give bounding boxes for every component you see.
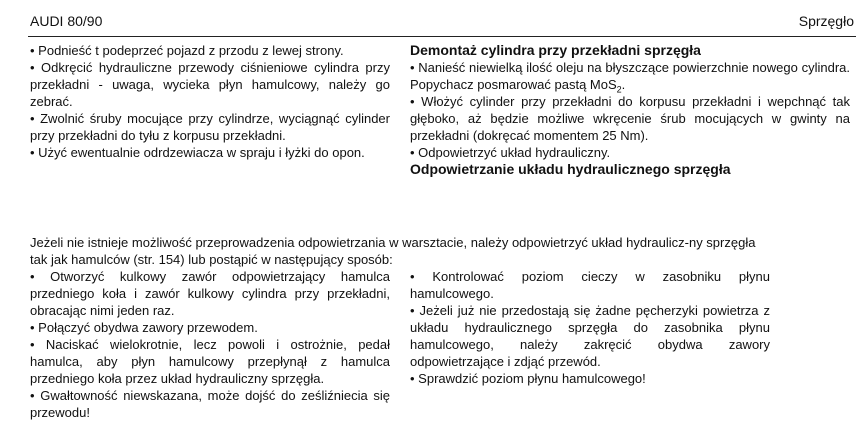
list-item: • Zwolnić śruby mocujące przy cylindrze, wyciągnąć cylinder przy przekładni do tyłu z korpusu przekładni. bbox=[30, 111, 390, 143]
list-item: • Połączyć obydwa zawory przewodem. bbox=[30, 320, 258, 335]
left-column-bottom bbox=[30, 268, 390, 421]
header-section: Sprzęgło bbox=[798, 13, 854, 29]
list-item: • Naciskać wielokrotnie, lecz powoli i ostrożnie, pedał hamulca, aby płyn hamulcowy przepłynął z hamulca przedniego koła przez układ hydrauliczny sprzęgła. bbox=[30, 337, 390, 386]
list-item: • Odpowietrzyć układ hydrauliczny. bbox=[410, 145, 611, 160]
list-item: • Użyć ewentualnie odrdzewiacza w spraju i łyżki do opon. bbox=[30, 145, 365, 160]
subscript: 2 bbox=[616, 84, 622, 95]
left-column-top bbox=[30, 42, 390, 161]
list-item: • Odkręcić hydrauliczne przewody ciśnieniowe cylindra przy przekładni - uwaga, wycieka płyn hamulcowy, należy go zebrać. bbox=[30, 60, 390, 109]
list-item: • Sprawdzić poziom płynu hamulcowego! bbox=[410, 371, 646, 386]
list-item: • Gwałtowność niewskazana, może dojść do ześliźniecia się przewodu! bbox=[30, 388, 390, 420]
list-item: • Podnieść t podeprzeć pojazd z przodu z lewej strony. bbox=[30, 43, 344, 58]
section-heading-bleeding: Odpowietrzanie układu hydraulicznego sprzęgła bbox=[410, 161, 731, 177]
page-header bbox=[30, 10, 854, 32]
list-item bbox=[410, 59, 850, 93]
header-model: AUDI 80/90 bbox=[30, 13, 103, 29]
item-text: • Nanieść niewielką ilość oleju na błyszczące powierzchnie nowego cylindra. Popychacz posmarować pastą MoS bbox=[410, 60, 850, 92]
full-width-paragraph bbox=[30, 234, 770, 268]
list-item: • Jeżeli już nie przedostają się żadne pęcherzyki powietrza z układu hydraulicznego sprzęgła do zasobnika płynu hamulcowego, należy zakręcić obydwa zawory odpowietrzające i zdjąć przewód. bbox=[410, 303, 770, 369]
list-item: • Otworzyć kulkowy zawór odpowietrzający hamulca przedniego koła i zawór kulkowy cylindra przy przekładni, obracając nimi jeden raz. bbox=[30, 269, 390, 318]
right-column-top bbox=[410, 42, 850, 178]
list-item: • Włożyć cylinder przy przekładni do korpusu przekładni i wepchnąć tak głęboko, aż będzie możliwe wkręcenie śrub mocujących w gwinty na przekładni (dokręcać momentem 25 Nm). bbox=[410, 94, 850, 143]
section-heading-removal: Demontaż cylindra przy przekładni sprzęgła bbox=[410, 42, 701, 58]
right-column-bottom bbox=[410, 268, 770, 387]
list-item: • Kontrolować poziom cieczy w zasobniku płynu hamulcowego. bbox=[410, 269, 770, 301]
header-rule bbox=[28, 36, 856, 37]
intro-paragraph: Jeżeli nie istnieje możliwość przeprowadzenia odpowietrzania w warsztacie, należy odpowietrzyć układ hydraulicz-ny sprzęgła tak jak hamulców (str. 154) lub postąpić w następujący sposób: bbox=[30, 235, 756, 267]
item-text-end: . bbox=[621, 77, 626, 92]
